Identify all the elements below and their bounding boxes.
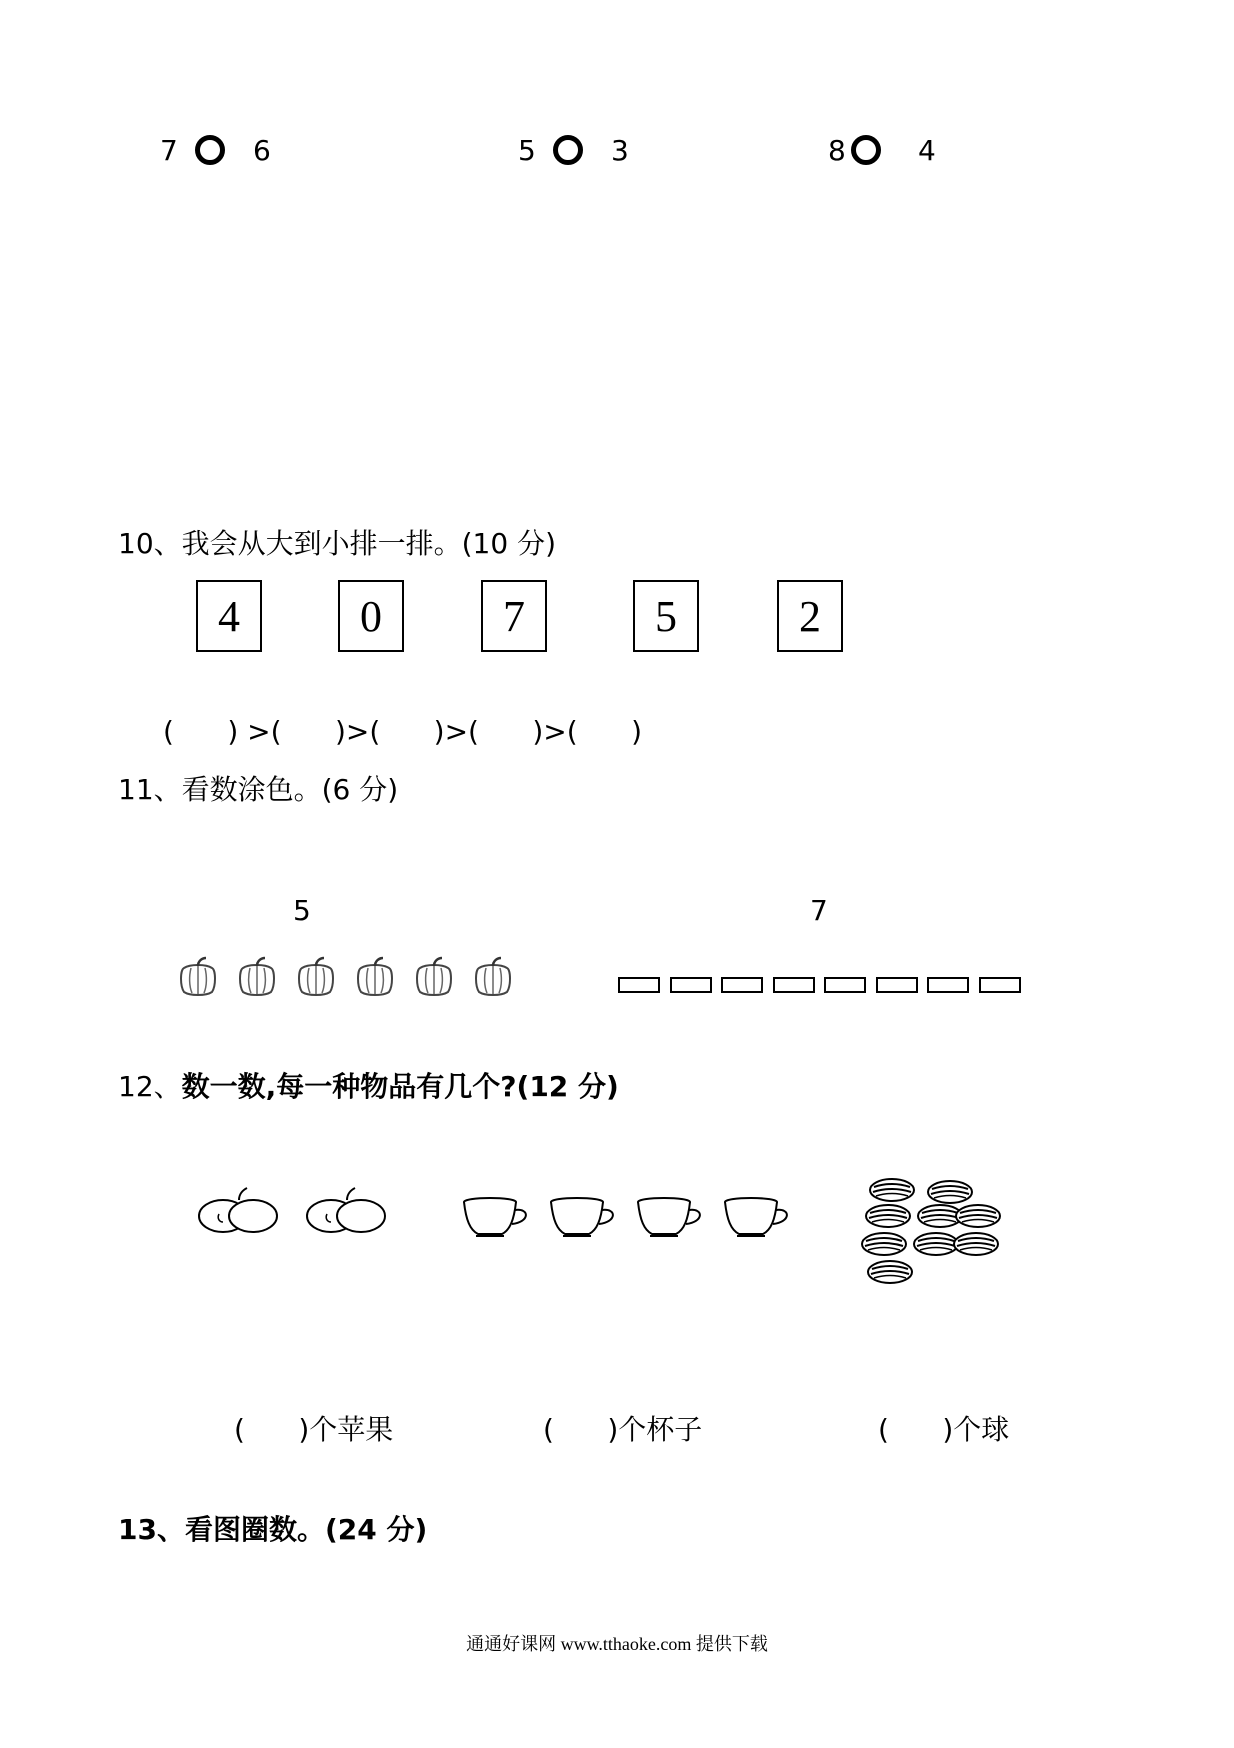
comparison-right-2: 3 <box>611 134 629 167</box>
q13-title: 13、看图圈数。(24 分) <box>118 1513 428 1546</box>
number-box: 7 <box>481 580 547 652</box>
comparison-right-1: 6 <box>253 134 271 167</box>
cup-icon <box>636 1196 706 1240</box>
comparison-left-1: 7 <box>160 134 178 167</box>
color-rectangle[interactable] <box>670 977 712 993</box>
ball-icon <box>862 1233 906 1255</box>
cup-icon <box>549 1196 619 1240</box>
pepper-icon[interactable] <box>294 956 338 996</box>
ball-icon <box>954 1233 998 1255</box>
comparison-right-3: 4 <box>918 134 936 167</box>
answer-cups[interactable]: ( )个杯子 <box>543 1413 703 1446</box>
pepper-icon[interactable] <box>235 956 279 996</box>
q11-title: 11、看数涂色。(6 分) <box>118 773 399 806</box>
pepper-icon[interactable] <box>176 956 220 996</box>
cup-icon <box>462 1196 532 1240</box>
answer-apples[interactable]: ( )个苹果 <box>234 1413 394 1446</box>
color-rectangle[interactable] <box>876 977 918 993</box>
color-rectangle[interactable] <box>927 977 969 993</box>
q11-right-number: 7 <box>810 894 828 927</box>
q10-title: 10、我会从大到小排一排。(10 分) <box>118 527 557 560</box>
q12-title-prefix: 12、 <box>118 1070 182 1103</box>
ball-icon <box>914 1233 958 1255</box>
number-box: 0 <box>338 580 404 652</box>
color-rectangle[interactable] <box>721 977 763 993</box>
ball-icon <box>928 1181 972 1203</box>
number-box: 4 <box>196 580 262 652</box>
cup-icon <box>723 1196 793 1240</box>
number-box: 5 <box>633 580 699 652</box>
q11-left-number: 5 <box>293 894 311 927</box>
q12-title-bold: 数一数,每一种物品有几个?(12 分) <box>181 1070 619 1103</box>
q12-title <box>118 1070 619 1103</box>
pepper-icon[interactable] <box>353 956 397 996</box>
footer-text: 通通好课网 www.tthaoke.com 提供下载 <box>466 1634 768 1654</box>
color-rectangle[interactable] <box>618 977 660 993</box>
apple-icon <box>305 1186 391 1236</box>
comparison-left-3: 8 <box>828 134 846 167</box>
pepper-icon[interactable] <box>412 956 456 996</box>
circle-icon[interactable] <box>851 135 881 165</box>
color-rectangle[interactable] <box>824 977 866 993</box>
circle-icon[interactable] <box>195 135 225 165</box>
q10-answer-line[interactable]: ( ) >( )>( )>( )>( ) <box>163 715 642 748</box>
ball-icon <box>866 1205 910 1227</box>
apple-icon <box>197 1186 283 1236</box>
ball-group <box>860 1176 1010 1286</box>
ball-icon <box>956 1205 1000 1227</box>
ball-icon <box>870 1179 914 1201</box>
circle-icon[interactable] <box>553 135 583 165</box>
color-rectangle[interactable] <box>979 977 1021 993</box>
pepper-icon[interactable] <box>471 956 515 996</box>
number-box: 2 <box>777 580 843 652</box>
comparison-left-2: 5 <box>518 134 536 167</box>
color-rectangle[interactable] <box>773 977 815 993</box>
answer-balls[interactable]: ( )个球 <box>878 1413 1010 1446</box>
ball-icon <box>868 1261 912 1283</box>
